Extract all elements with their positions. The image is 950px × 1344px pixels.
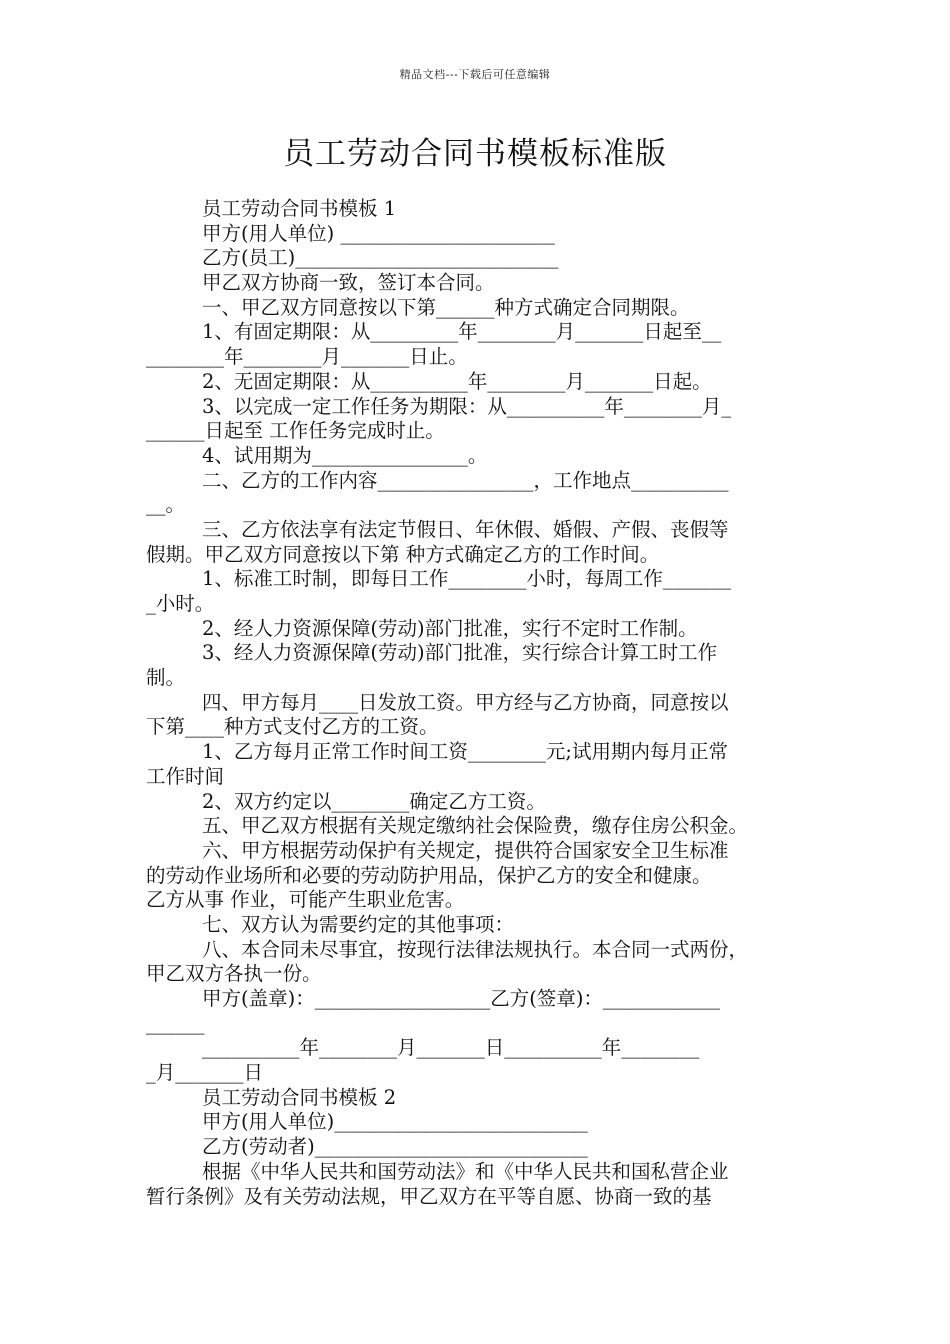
text-line: 甲方(用人单位)__________________________	[202, 1110, 588, 1134]
text-line: _月_______日	[146, 1061, 264, 1085]
text-line: 乙方(员工)___________________________	[202, 246, 559, 270]
text-line: 工作时间	[146, 764, 225, 788]
text-line: 四、甲方每月____日发放工资。甲方经与乙方协商，同意按以	[202, 690, 729, 714]
document-title: 员工劳动合同书模板标准版	[283, 136, 667, 172]
text-line: ______日起至 工作任务完成时止。	[146, 419, 445, 443]
text-line: 三、乙方依法享有法定节假日、年休假、婚假、产假、丧假等	[202, 517, 729, 541]
text-line: 根据《中华人民共和国劳动法》和《中华人民共和国私营企业	[202, 1159, 729, 1183]
text-line: 的劳动作业场所和必要的劳动防护用品，保护乙方的安全和健康。	[146, 863, 712, 887]
text-line: _小时。	[146, 592, 215, 615]
text-line: 员工劳动合同书模板 1	[202, 197, 397, 220]
text-line: 制。	[146, 666, 186, 690]
text-line: 3、以完成一定工作任务为期限：从__________年________月_	[202, 394, 732, 418]
text-line: 一、甲乙双方同意按以下第______种方式确定合同期限。	[202, 295, 690, 319]
text-line: 乙方(劳动者)____________________________	[202, 1135, 588, 1159]
text-line: 六、甲方根据劳动保护有关规定，提供符合国家安全卫生标准	[202, 838, 729, 862]
text-line: 七、双方认为需要约定的其他事项：	[202, 912, 515, 936]
text-line: 1、乙方每月正常工作时间工资________元;试用期内每月正常	[202, 740, 728, 764]
text-line: 二、乙方的工作内容________________，工作地点__________	[202, 468, 729, 492]
document-body	[146, 197, 810, 1209]
text-line: 员工劳动合同书模板 2	[202, 1085, 397, 1109]
text-line: 暂行条例》及有关劳动法规，甲乙双方在平等自愿、协商一致的基	[146, 1184, 712, 1208]
text-line: 假期。甲乙双方同意按以下第 种方式确定乙方的工作时间。	[146, 542, 660, 566]
text-line: ________年________月_______日止。	[146, 345, 468, 369]
text-line: 2、无固定期限：从__________年________月_______日起。	[202, 369, 712, 393]
text-line: 3、经人力资源保障(劳动)部门批准，实行综合计算工时工作	[202, 641, 718, 665]
text-line: __________年________月_______日__________年________	[202, 1036, 700, 1060]
text-line: 4、试用期为________________。	[202, 443, 488, 467]
text-line: 五、甲乙双方根据有关规定缴纳社会保险费，缴存住房公积金。	[202, 814, 749, 838]
text-line: 甲方(用人单位) ______________________	[202, 221, 555, 245]
text-line: 甲方(盖章)：__________________乙方(签章)：____________	[202, 987, 720, 1010]
text-line: __。	[146, 493, 186, 517]
text-line: 1、标准工时制，即每日工作________小时，每周工作_______	[202, 567, 732, 591]
text-line: 2、经人力资源保障(劳动)部门批准，实行不定时工作制。	[202, 616, 698, 640]
text-line: 乙方从事 作业，可能产生职业危害。	[146, 888, 465, 912]
text-line: 1、有固定期限：从_________年________月_______日起至__	[202, 320, 722, 344]
header-note: 精品文档---下载后可任意编辑	[399, 68, 551, 81]
text-line: 八、本合同未尽事宜，按现行法律法规执行。本合同一式两份，	[202, 937, 749, 961]
text-line: 甲乙双方各执一份。	[146, 962, 322, 986]
text-line: ______	[146, 1011, 205, 1035]
text-line: 甲乙双方协商一致，签订本合同。	[202, 271, 495, 295]
text-line: 2、双方约定以________确定乙方工资。	[202, 789, 546, 813]
text-line: 下第____种方式支付乙方的工资。	[146, 715, 439, 739]
